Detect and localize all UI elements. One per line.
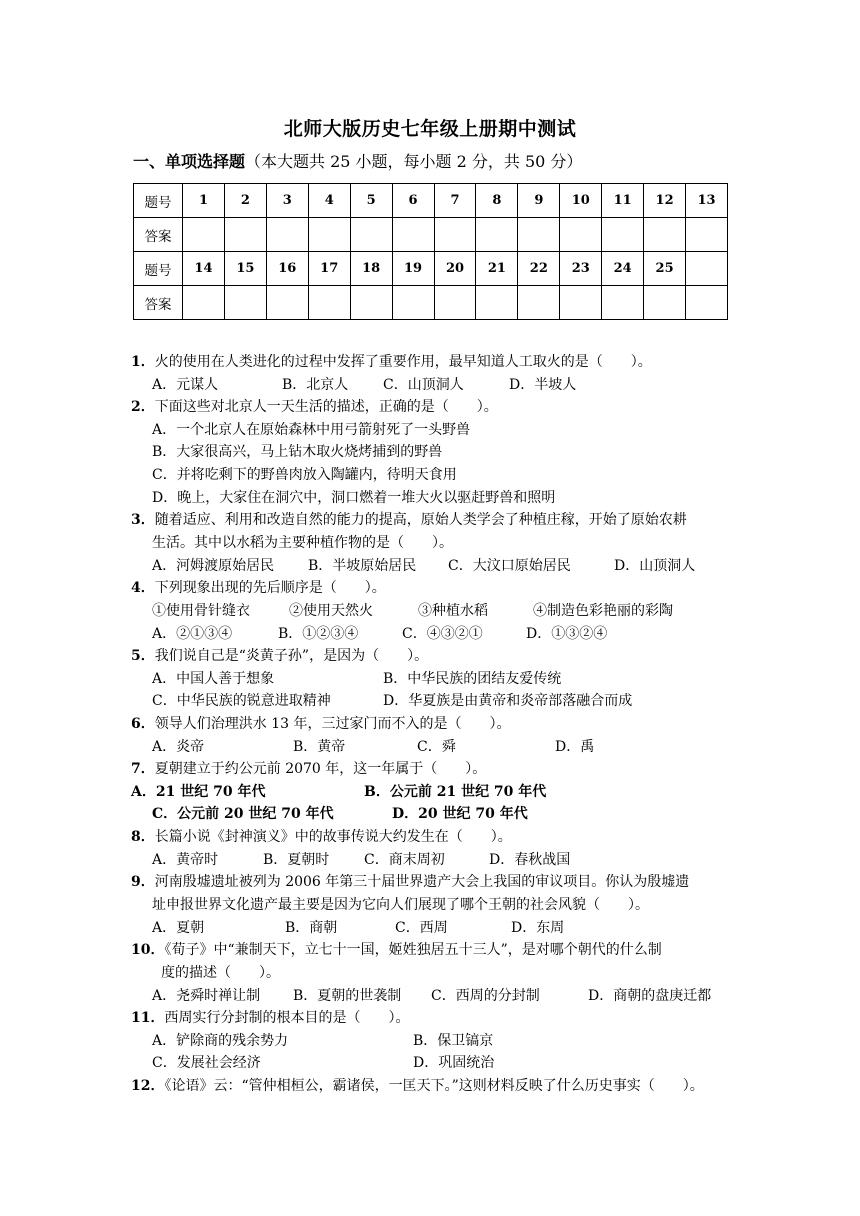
row-label: 题号 [134, 252, 183, 286]
option-a[interactable]: A．元谋人 [152, 377, 219, 393]
option-b[interactable]: B．商朝 [285, 920, 338, 936]
section-note: （本大题共 25 小题，每小题 2 分，共 50 分） [245, 152, 583, 171]
section-head: 一、单项选择题 [133, 152, 246, 171]
answer-cell[interactable] [224, 286, 266, 320]
question-8 [131, 827, 512, 847]
row-label: 答案 [134, 218, 183, 252]
option-b[interactable]: B．夏朝时 [263, 852, 330, 868]
answer-cell[interactable] [644, 286, 686, 320]
answer-cell[interactable] [392, 286, 434, 320]
option-d[interactable]: D．半坡人 [509, 377, 577, 393]
option-b[interactable]: B．半坡原始居民 [308, 558, 417, 574]
option-b[interactable]: B．北京人 [282, 377, 349, 393]
option-c[interactable]: C．并将吃剩下的野兽肉放入陶罐内，待明天食用 [152, 467, 457, 483]
question-11 [131, 1008, 409, 1028]
option-c[interactable]: C．山顶洞人 [383, 377, 464, 393]
option-a[interactable]: A．尧舜时禅让制 [152, 988, 261, 1004]
option-d[interactable]: D．20 世纪 70 年代 [392, 806, 528, 822]
row-label: 题号 [134, 184, 183, 218]
option-d[interactable]: D．禹 [555, 739, 595, 755]
question-12 [131, 1076, 704, 1096]
question-number: 7． [131, 761, 155, 777]
question-number: 3． [131, 512, 155, 528]
option-c[interactable]: C．西周 [395, 920, 448, 936]
table-cell: 25 [644, 252, 686, 286]
option-b[interactable]: B．中华民族的团结友爱传统 [383, 671, 562, 687]
option-d[interactable]: D．春秋战国 [489, 852, 571, 868]
question-number: 4． [131, 580, 155, 596]
answer-cell[interactable] [560, 286, 602, 320]
answer-cell[interactable] [434, 286, 476, 320]
question-text: 我们说自己是“炎黄子孙”，是因为（ ）。 [154, 648, 429, 664]
option-d[interactable]: D．商朝的盘庚迁都 [588, 988, 712, 1004]
question-number: 5． [131, 648, 155, 664]
option-d[interactable]: D．东周 [511, 920, 565, 936]
row-label: 答案 [134, 286, 183, 320]
question-text: 河南殷墟遗址被列为 2006 年第三十届世界遗产大会上我国的审议项目。你认为殷墟遗 [154, 874, 690, 890]
option-b[interactable]: B．公元前 21 世纪 70 年代 [364, 784, 547, 800]
answer-cell[interactable] [560, 218, 602, 252]
table-row-answers-1 [134, 218, 728, 252]
question-text: 领导人们治理洪水 13 年，三过家门而不入的是（ ）。 [154, 716, 511, 732]
answer-cell[interactable] [434, 218, 476, 252]
item-2: ②使用天然火 [289, 603, 373, 619]
table-cell [686, 252, 728, 286]
table-cell: 8 [476, 184, 518, 218]
answer-cell[interactable] [686, 286, 728, 320]
answer-cell[interactable] [602, 286, 644, 320]
question-text: 下面这些对北京人一天生活的描述，正确的是（ ）。 [154, 399, 498, 415]
question-9-cont: 址申报世界文化遗产最主要是因为它向人们展现了哪个王朝的社会风貌（ ）。 [152, 897, 649, 913]
table-cell: 3 [266, 184, 308, 218]
question-text: 《荀子》中“兼制天下，立七十一国，姬姓独居五十三人”，是对哪个朝代的什么制 [164, 942, 662, 958]
table-row-numbers-2 [134, 252, 728, 286]
table-cell: 18 [350, 252, 392, 286]
option-a[interactable]: A．河姆渡原始居民 [152, 558, 275, 574]
question-number: 9． [131, 874, 155, 890]
option-b[interactable]: B．大家很高兴，马上钻木取火烧烤捕到的野兽 [152, 444, 443, 460]
question-text: 长篇小说《封神演义》中的故事传说大约发生在（ ）。 [154, 829, 512, 845]
question-6 [131, 714, 510, 734]
answer-cell[interactable] [266, 218, 308, 252]
table-cell: 13 [686, 184, 728, 218]
option-d[interactable]: D．巩固统治 [413, 1055, 495, 1071]
item-4: ④制造色彩艳丽的彩陶 [533, 603, 673, 619]
table-cell: 17 [308, 252, 350, 286]
option-d[interactable]: D．华夏族是由黄帝和炎帝部落融合而成 [383, 693, 633, 709]
question-text: 《论语》云：“管仲相桓公，霸诸侯，一匡天下。”这则材料反映了什么历史事实（ ）。 [164, 1078, 704, 1094]
option-a[interactable]: A．中国人善于想象 [152, 671, 275, 687]
option-b[interactable]: B．①②③④ [278, 626, 359, 642]
question-number: 1． [131, 354, 155, 370]
table-cell: 12 [644, 184, 686, 218]
table-cell: 4 [308, 184, 350, 218]
question-10-cont: 度的描述（ ）。 [161, 965, 280, 981]
answer-cell[interactable] [266, 286, 308, 320]
item-3: ③种植水稻 [418, 603, 488, 619]
section-heading [133, 149, 582, 172]
question-text: 火的使用在人类进化的过程中发挥了重要作用，最早知道人工取火的是（ ）。 [154, 354, 652, 370]
answer-cell[interactable] [224, 218, 266, 252]
question-text: 下列现象出现的先后顺序是（ ）。 [154, 580, 386, 596]
option-d[interactable]: D．①③②④ [526, 626, 608, 642]
table-cell: 5 [350, 184, 392, 218]
option-a[interactable]: A．②①③④ [152, 626, 233, 642]
table-cell: 7 [434, 184, 476, 218]
question-10 [131, 940, 662, 960]
answer-cell[interactable] [476, 286, 518, 320]
answer-cell[interactable] [308, 218, 350, 252]
table-row-answers-2 [134, 286, 728, 320]
answer-cell[interactable] [686, 218, 728, 252]
option-a[interactable]: A．21 世纪 70 年代 [131, 784, 266, 800]
question-3 [131, 510, 687, 530]
answer-cell[interactable] [183, 218, 225, 252]
answer-cell[interactable] [518, 218, 560, 252]
option-c[interactable]: C．西周的分封制 [431, 988, 540, 1004]
question-text: 夏朝建立于约公元前 2070 年，这一年属于（ ）。 [154, 761, 487, 777]
question-number: 10． [131, 942, 165, 958]
question-number: 6． [131, 716, 155, 732]
table-cell: 24 [602, 252, 644, 286]
question-number: 2． [131, 399, 155, 415]
question-2 [131, 397, 498, 417]
page-title: 北师大版历史七年级上册期中测试 [283, 118, 577, 140]
answer-cell[interactable] [308, 286, 350, 320]
option-a[interactable]: A．黄帝时 [152, 852, 219, 868]
option-a[interactable]: A．夏朝 [152, 920, 205, 936]
table-cell: 16 [266, 252, 308, 286]
option-d[interactable]: D．山顶洞人 [614, 558, 696, 574]
answer-cell[interactable] [350, 286, 392, 320]
answer-cell[interactable] [602, 218, 644, 252]
answer-cell[interactable] [644, 218, 686, 252]
answer-cell[interactable] [350, 218, 392, 252]
option-d[interactable]: D．晚上，大家住在洞穴中，洞口燃着一堆大火以驱赶野兽和照明 [152, 490, 556, 506]
question-number: 12． [131, 1078, 165, 1094]
option-c[interactable]: C．商末周初 [364, 852, 445, 868]
question-number: 11． [131, 1010, 165, 1026]
answer-cell[interactable] [518, 286, 560, 320]
question-text: 随着适应、利用和改造自然的能力的提高，原始人类学会了种植庄稼，开始了原始农耕 [154, 512, 687, 528]
question-3-cont: 生活。其中以水稻为主要种植作物的是（ ）。 [152, 535, 453, 551]
answer-cell[interactable] [476, 218, 518, 252]
option-c[interactable]: C．发展社会经济 [152, 1055, 261, 1071]
option-b[interactable]: B．黄帝 [293, 739, 346, 755]
option-a[interactable]: A．炎帝 [152, 739, 205, 755]
option-c[interactable]: C．中华民族的锐意进取精神 [152, 693, 331, 709]
question-4 [131, 578, 386, 598]
table-cell: 6 [392, 184, 434, 218]
table-cell: 2 [224, 184, 266, 218]
table-cell: 1 [183, 184, 225, 218]
option-a[interactable]: A．一个北京人在原始森林中用弓箭射死了一头野兽 [152, 422, 471, 438]
option-c[interactable]: C．④③②① [402, 626, 483, 642]
option-a[interactable]: A．铲除商的残余势力 [152, 1033, 289, 1049]
question-1 [131, 352, 652, 372]
answer-table [133, 183, 728, 320]
option-c[interactable]: C．公元前 20 世纪 70 年代 [152, 806, 334, 822]
question-9 [131, 872, 689, 892]
table-cell: 9 [518, 184, 560, 218]
table-cell: 14 [183, 252, 225, 286]
table-cell: 11 [602, 184, 644, 218]
table-row-numbers-1 [134, 184, 728, 218]
table-cell: 10 [560, 184, 602, 218]
question-number: 8． [131, 829, 155, 845]
item-1: ①使用骨针缝衣 [152, 603, 250, 619]
table-cell: 23 [560, 252, 602, 286]
option-c[interactable]: C．大汶口原始居民 [448, 558, 571, 574]
table-cell: 22 [518, 252, 560, 286]
table-cell: 19 [392, 252, 434, 286]
question-5 [131, 646, 428, 666]
answer-cell[interactable] [392, 218, 434, 252]
option-c[interactable]: C．舜 [417, 739, 456, 755]
question-text: 西周实行分封制的根本目的是（ ）。 [164, 1010, 410, 1026]
question-7 [131, 759, 486, 779]
answer-cell[interactable] [183, 286, 225, 320]
table-cell: 20 [434, 252, 476, 286]
table-cell: 21 [476, 252, 518, 286]
option-b[interactable]: B．保卫镐京 [413, 1033, 494, 1049]
table-cell: 15 [224, 252, 266, 286]
option-b[interactable]: B．夏朝的世袭制 [293, 988, 402, 1004]
